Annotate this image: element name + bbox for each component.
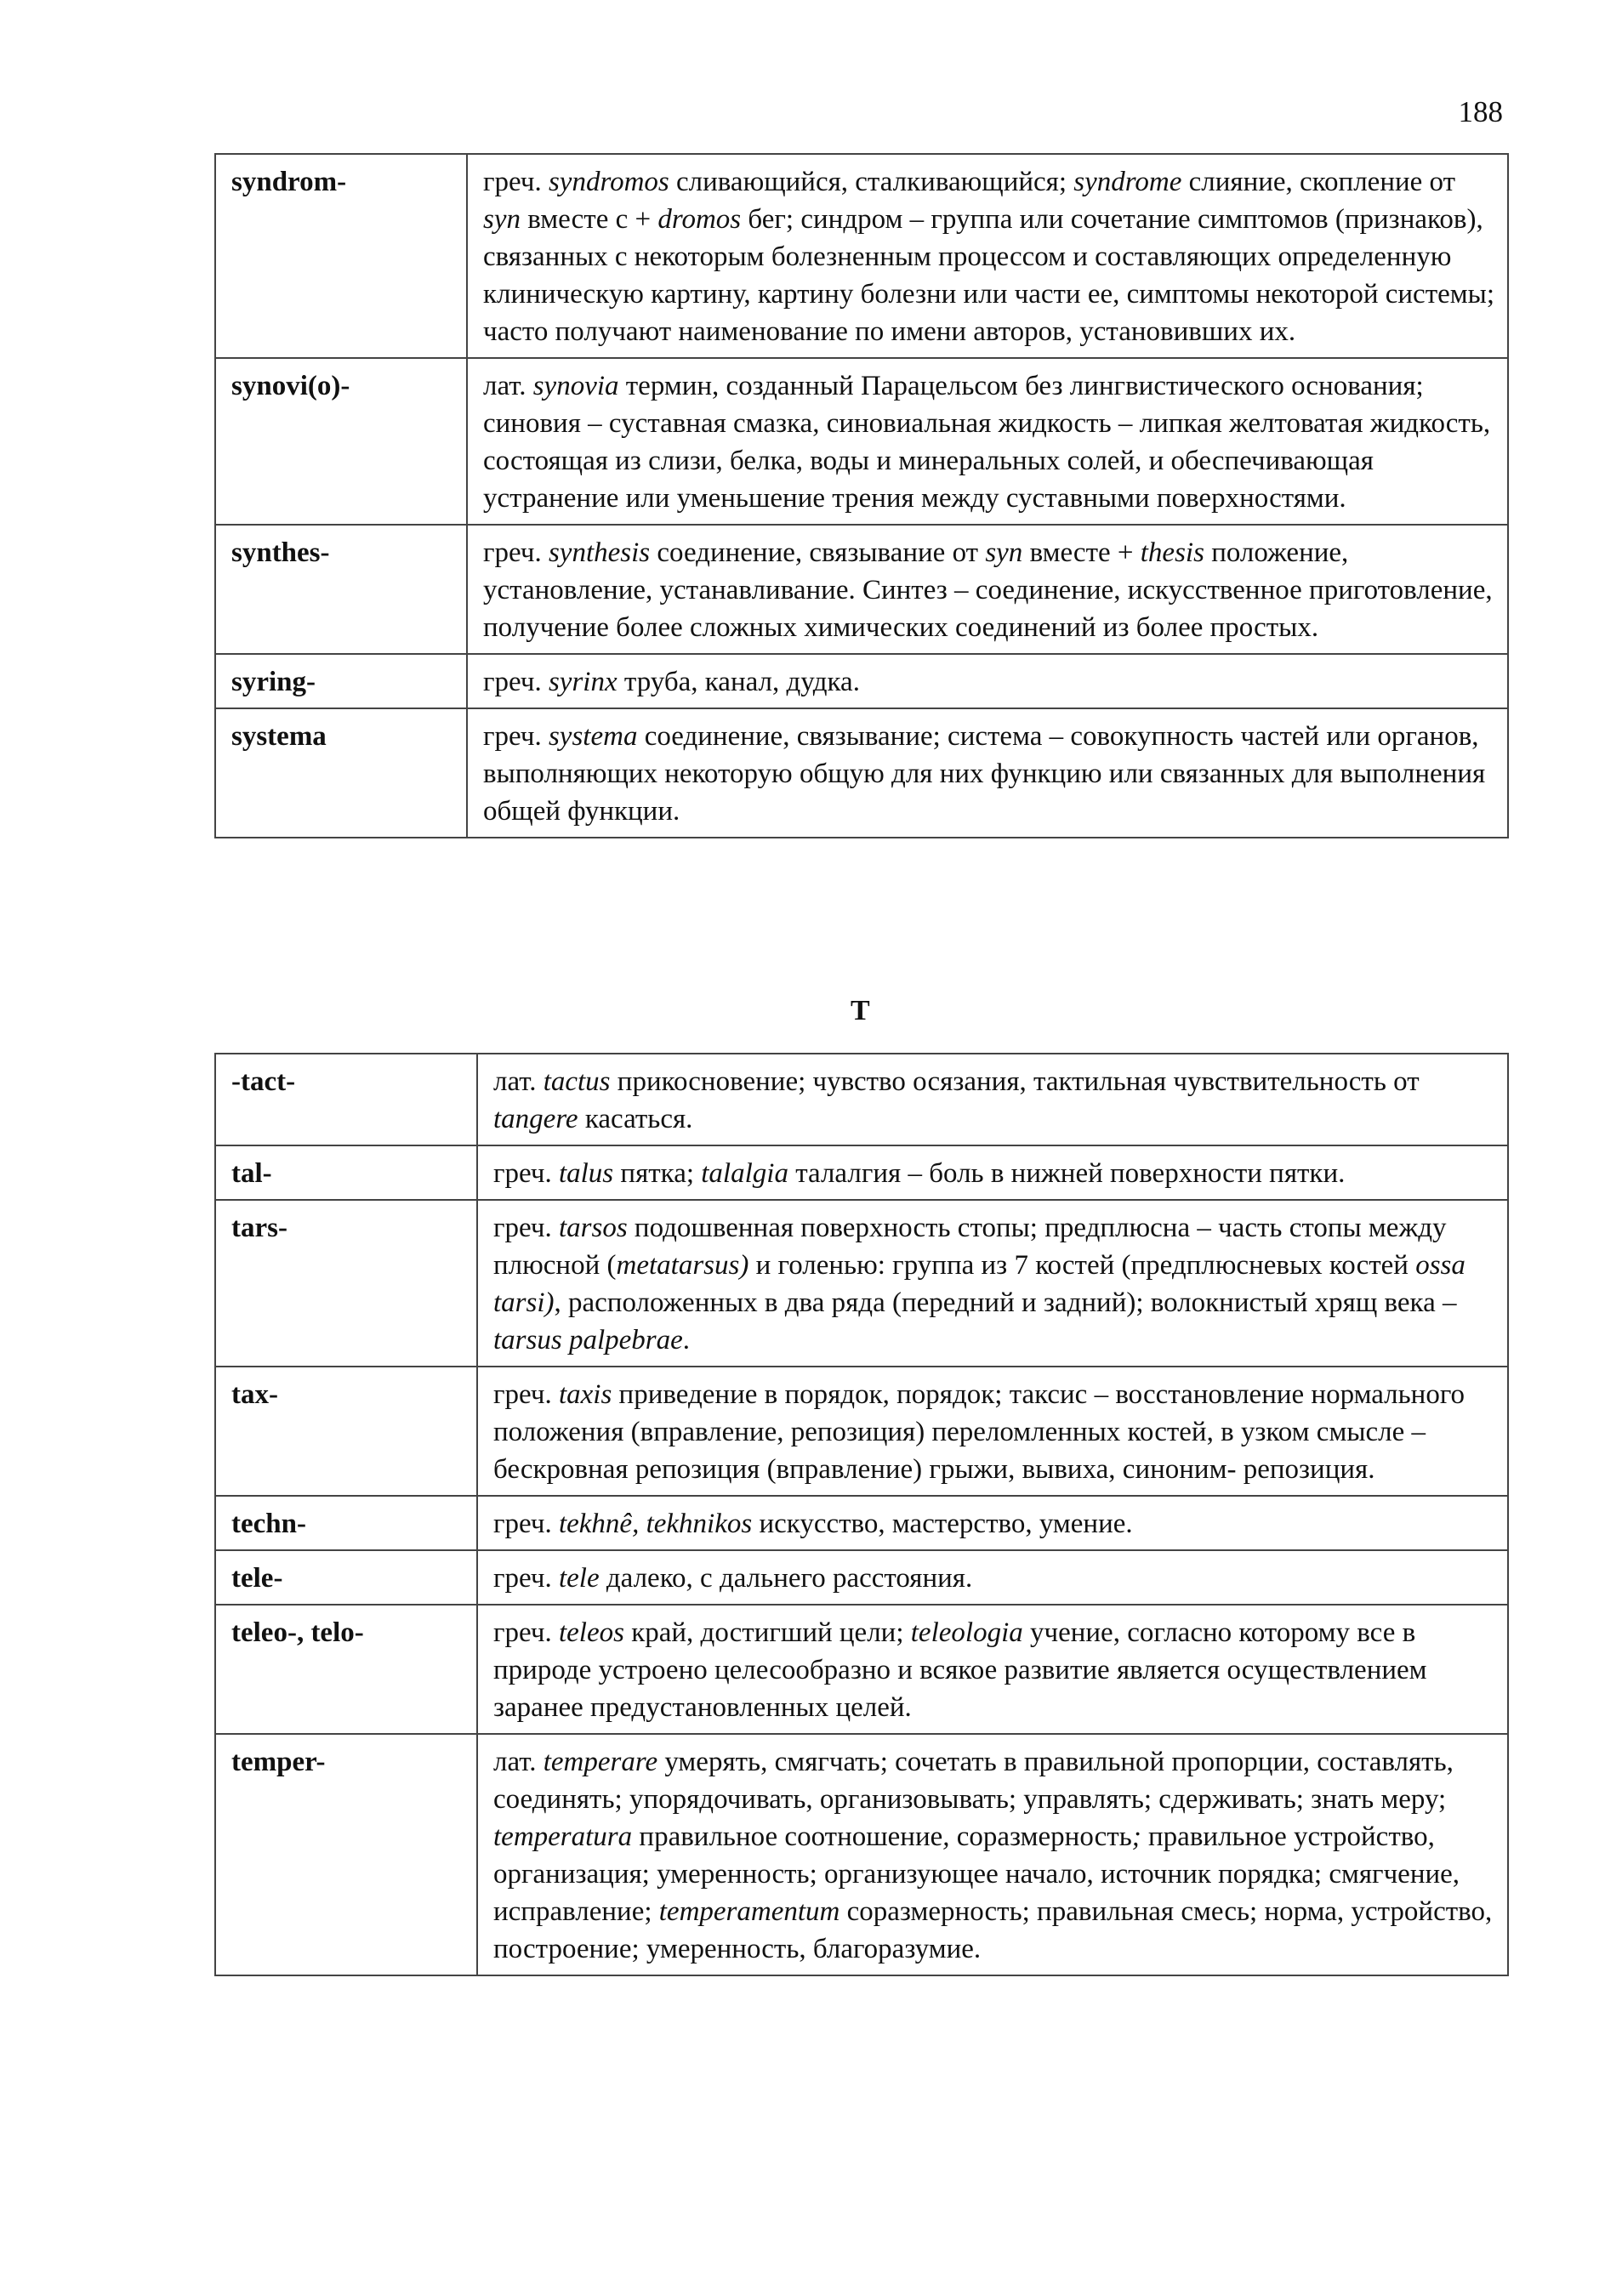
definition-italic-text: syndromos [548, 167, 669, 197]
definition-text: далеко, с дальнего расстояния. [599, 1563, 973, 1594]
definition-text: греч. [493, 1158, 559, 1189]
table-row [215, 1367, 1508, 1496]
entry-term: tars- [215, 1200, 477, 1367]
definition-italic-text: syn [483, 204, 521, 235]
definition-text: касаться. [578, 1104, 693, 1134]
definition-text: бег; синдром – группа или сочетание симптомов (признаков), связанных с некоторым болезненным процессом и составляющих определенную клиническую картину, картину болезни или части ее, симптомы некоторой системы; часто получают наименование по имени авторов, установивших их. [483, 204, 1494, 347]
definition-text: , расположенных в два ряда (передний и задний); волокнистый хрящ века – [554, 1287, 1457, 1318]
definition-text: подошвенная поверхность стопы; предплюсна – часть стопы между плюсной ( [493, 1213, 1447, 1281]
table-row [215, 154, 1508, 358]
entry-term: tal- [215, 1145, 477, 1200]
definition-text: и голенью: группа из 7 костей (предплюсневых костей [748, 1250, 1416, 1281]
definition-text: положение, установление, устанавливание. Синтез – соединение, искусственное приготовление, получение более сложных химических соединений из более простых. [483, 537, 1493, 643]
definition-text: греч. [493, 1213, 559, 1243]
definition-text: сливающийся, сталкивающийся; [669, 167, 1074, 197]
table-body [215, 1054, 1508, 1975]
entry-term: temper- [215, 1734, 477, 1975]
definition-italic-text: tactus [543, 1066, 611, 1097]
definition-text: греч. [493, 1379, 559, 1410]
definition-italic-text: synthesis [548, 537, 651, 568]
definition-text: край, достигший цели; [623, 1617, 911, 1648]
definition-text: слияние, скопление от [1181, 167, 1456, 197]
definition-text: пятка; [613, 1158, 702, 1189]
entry-definition [477, 1496, 1508, 1550]
table-row [215, 1734, 1508, 1975]
definition-italic-text: talus [558, 1158, 614, 1189]
definition-italic-text: syndrome [1073, 167, 1182, 197]
definition-text: правильное устройство, организация; умеренность; организующее начало, источник порядка; смягчение, исправление; [493, 1821, 1460, 1927]
definition-italic-text: syn [985, 537, 1023, 568]
definition-italic-text: talalgia [701, 1158, 788, 1189]
definition-text: греч. [493, 1563, 559, 1594]
definition-italic-text: tarsos [558, 1213, 628, 1243]
entry-definition [477, 1367, 1508, 1496]
definition-text: греч. [493, 1509, 559, 1539]
definition-italic-text: tarsus palpebrae [493, 1325, 683, 1355]
dictionary-table-s [214, 153, 1509, 838]
definition-italic-text: temperatura [493, 1821, 633, 1852]
definition-text: умерять, смягчать; сочетать в правильной пропорции, составлять, соединять; упорядочивать, организовывать; управлять; сдерживать; знать меру; [493, 1747, 1454, 1815]
definition-text: вместе с + [521, 204, 658, 235]
entry-term: -tact- [215, 1054, 477, 1145]
table-row [215, 1200, 1508, 1367]
entry-term: synthes- [215, 525, 467, 654]
definition-text: приведение в порядок, порядок; таксис – восстановление нормального положения (вправление, репозиция) переломленных костей, в узком смысле – бескровная репозиция (вправление) грыжи, вывиха, синоним- репозиция. [493, 1379, 1465, 1485]
entry-definition [467, 708, 1508, 838]
definition-text: лат. [483, 371, 533, 401]
definition-italic-text: tekhnê, tekhnikos [558, 1509, 753, 1539]
definition-text: прикосновение; чувство осязания, тактильная чувствительность от [610, 1066, 1420, 1097]
definition-text: труба, канал, дудка. [617, 667, 860, 697]
definition-italic-text: ; [1131, 1821, 1141, 1852]
table-row [215, 358, 1508, 525]
definition-italic-text: temperamentum [658, 1896, 840, 1927]
definition-text: вместе + [1022, 537, 1141, 568]
dictionary-table-t [214, 1053, 1509, 1976]
entry-definition [477, 1200, 1508, 1367]
table-row [215, 1550, 1508, 1605]
definition-text: лат. [493, 1066, 544, 1097]
table-body [215, 154, 1508, 838]
definition-text: . [682, 1325, 690, 1355]
entry-definition [477, 1605, 1508, 1734]
definition-text: талалгия – боль в нижней поверхности пятки. [788, 1158, 1346, 1189]
definition-italic-text: synovia [532, 371, 619, 401]
table-row [215, 525, 1508, 654]
definition-italic-text: systema [548, 721, 638, 752]
entry-definition [467, 154, 1508, 358]
entry-definition [477, 1734, 1508, 1975]
table-row [215, 1605, 1508, 1734]
definition-italic-text: dromos [657, 204, 742, 235]
table-row [215, 1054, 1508, 1145]
entry-term: synovi(o)- [215, 358, 467, 525]
definition-text: искусство, мастерство, умение. [752, 1509, 1133, 1539]
entry-term: techn- [215, 1496, 477, 1550]
definition-italic-text: temperare [543, 1747, 658, 1777]
definition-italic-text: metatarsus) [616, 1250, 749, 1281]
definition-text: соединение, связывание от [650, 537, 986, 568]
definition-text: учение, согласно которому все в природе устроено целесообразно и всякое развитие является осуществлением заранее предустановленных целей. [493, 1617, 1427, 1723]
definition-text: греч. [493, 1617, 559, 1648]
definition-italic-text: tele [558, 1563, 600, 1594]
table-row [215, 708, 1508, 838]
entry-term: tax- [215, 1367, 477, 1496]
definition-text: соразмерность; правильная смесь; норма, устройство, построение; умеренность, благоразумие. [493, 1896, 1493, 1964]
definition-italic-text: teleologia [910, 1617, 1023, 1648]
table-row [215, 654, 1508, 708]
definition-italic-text: , [942, 1821, 950, 1852]
definition-text: греч. [483, 167, 549, 197]
definition-italic-text: teleos [558, 1617, 624, 1648]
entry-term: systema [215, 708, 467, 838]
definition-text: лат. [493, 1747, 544, 1777]
entry-term: syring- [215, 654, 467, 708]
page-number: 188 [1458, 95, 1503, 128]
definition-text: греч. [483, 667, 549, 697]
definition-italic-text: taxis [558, 1379, 612, 1410]
definition-italic-text: thesis [1140, 537, 1204, 568]
definition-italic-text: tangere [493, 1104, 578, 1134]
definition-text: правильное соотношение [632, 1821, 943, 1852]
definition-text: греч. [483, 537, 549, 568]
entry-term: teleo-, telo- [215, 1605, 477, 1734]
definition-italic-text: ossa tarsi) [493, 1250, 1465, 1318]
definition-italic-text: syrinx [548, 667, 617, 697]
entry-definition [467, 654, 1508, 708]
entry-term: syndrom- [215, 154, 467, 358]
definition-text: соединение, связывание; система – совокупность частей или органов, выполняющих некоторую общую для них функцию или связанных для выполнения общей функции. [483, 721, 1486, 827]
definition-text: греч. [483, 721, 549, 752]
entry-definition [477, 1550, 1508, 1605]
definition-text: термин, созданный Парацельсом без лингвистического основания; синовия – суставная смазка, синовиальная жидкость – липкая желтоватая жидкость, состоящая из слизи, белка, воды и минеральных солей, и обеспечивающая устранение или уменьшение трения между суставными поверхностями. [483, 371, 1491, 514]
table-row [215, 1496, 1508, 1550]
entry-definition [477, 1054, 1508, 1145]
entry-definition [477, 1145, 1508, 1200]
entry-definition [467, 525, 1508, 654]
section-letter: T [851, 995, 870, 1026]
entry-term: tele- [215, 1550, 477, 1605]
definition-text: соразмерность [949, 1821, 1132, 1852]
entry-definition [467, 358, 1508, 525]
table-row [215, 1145, 1508, 1200]
